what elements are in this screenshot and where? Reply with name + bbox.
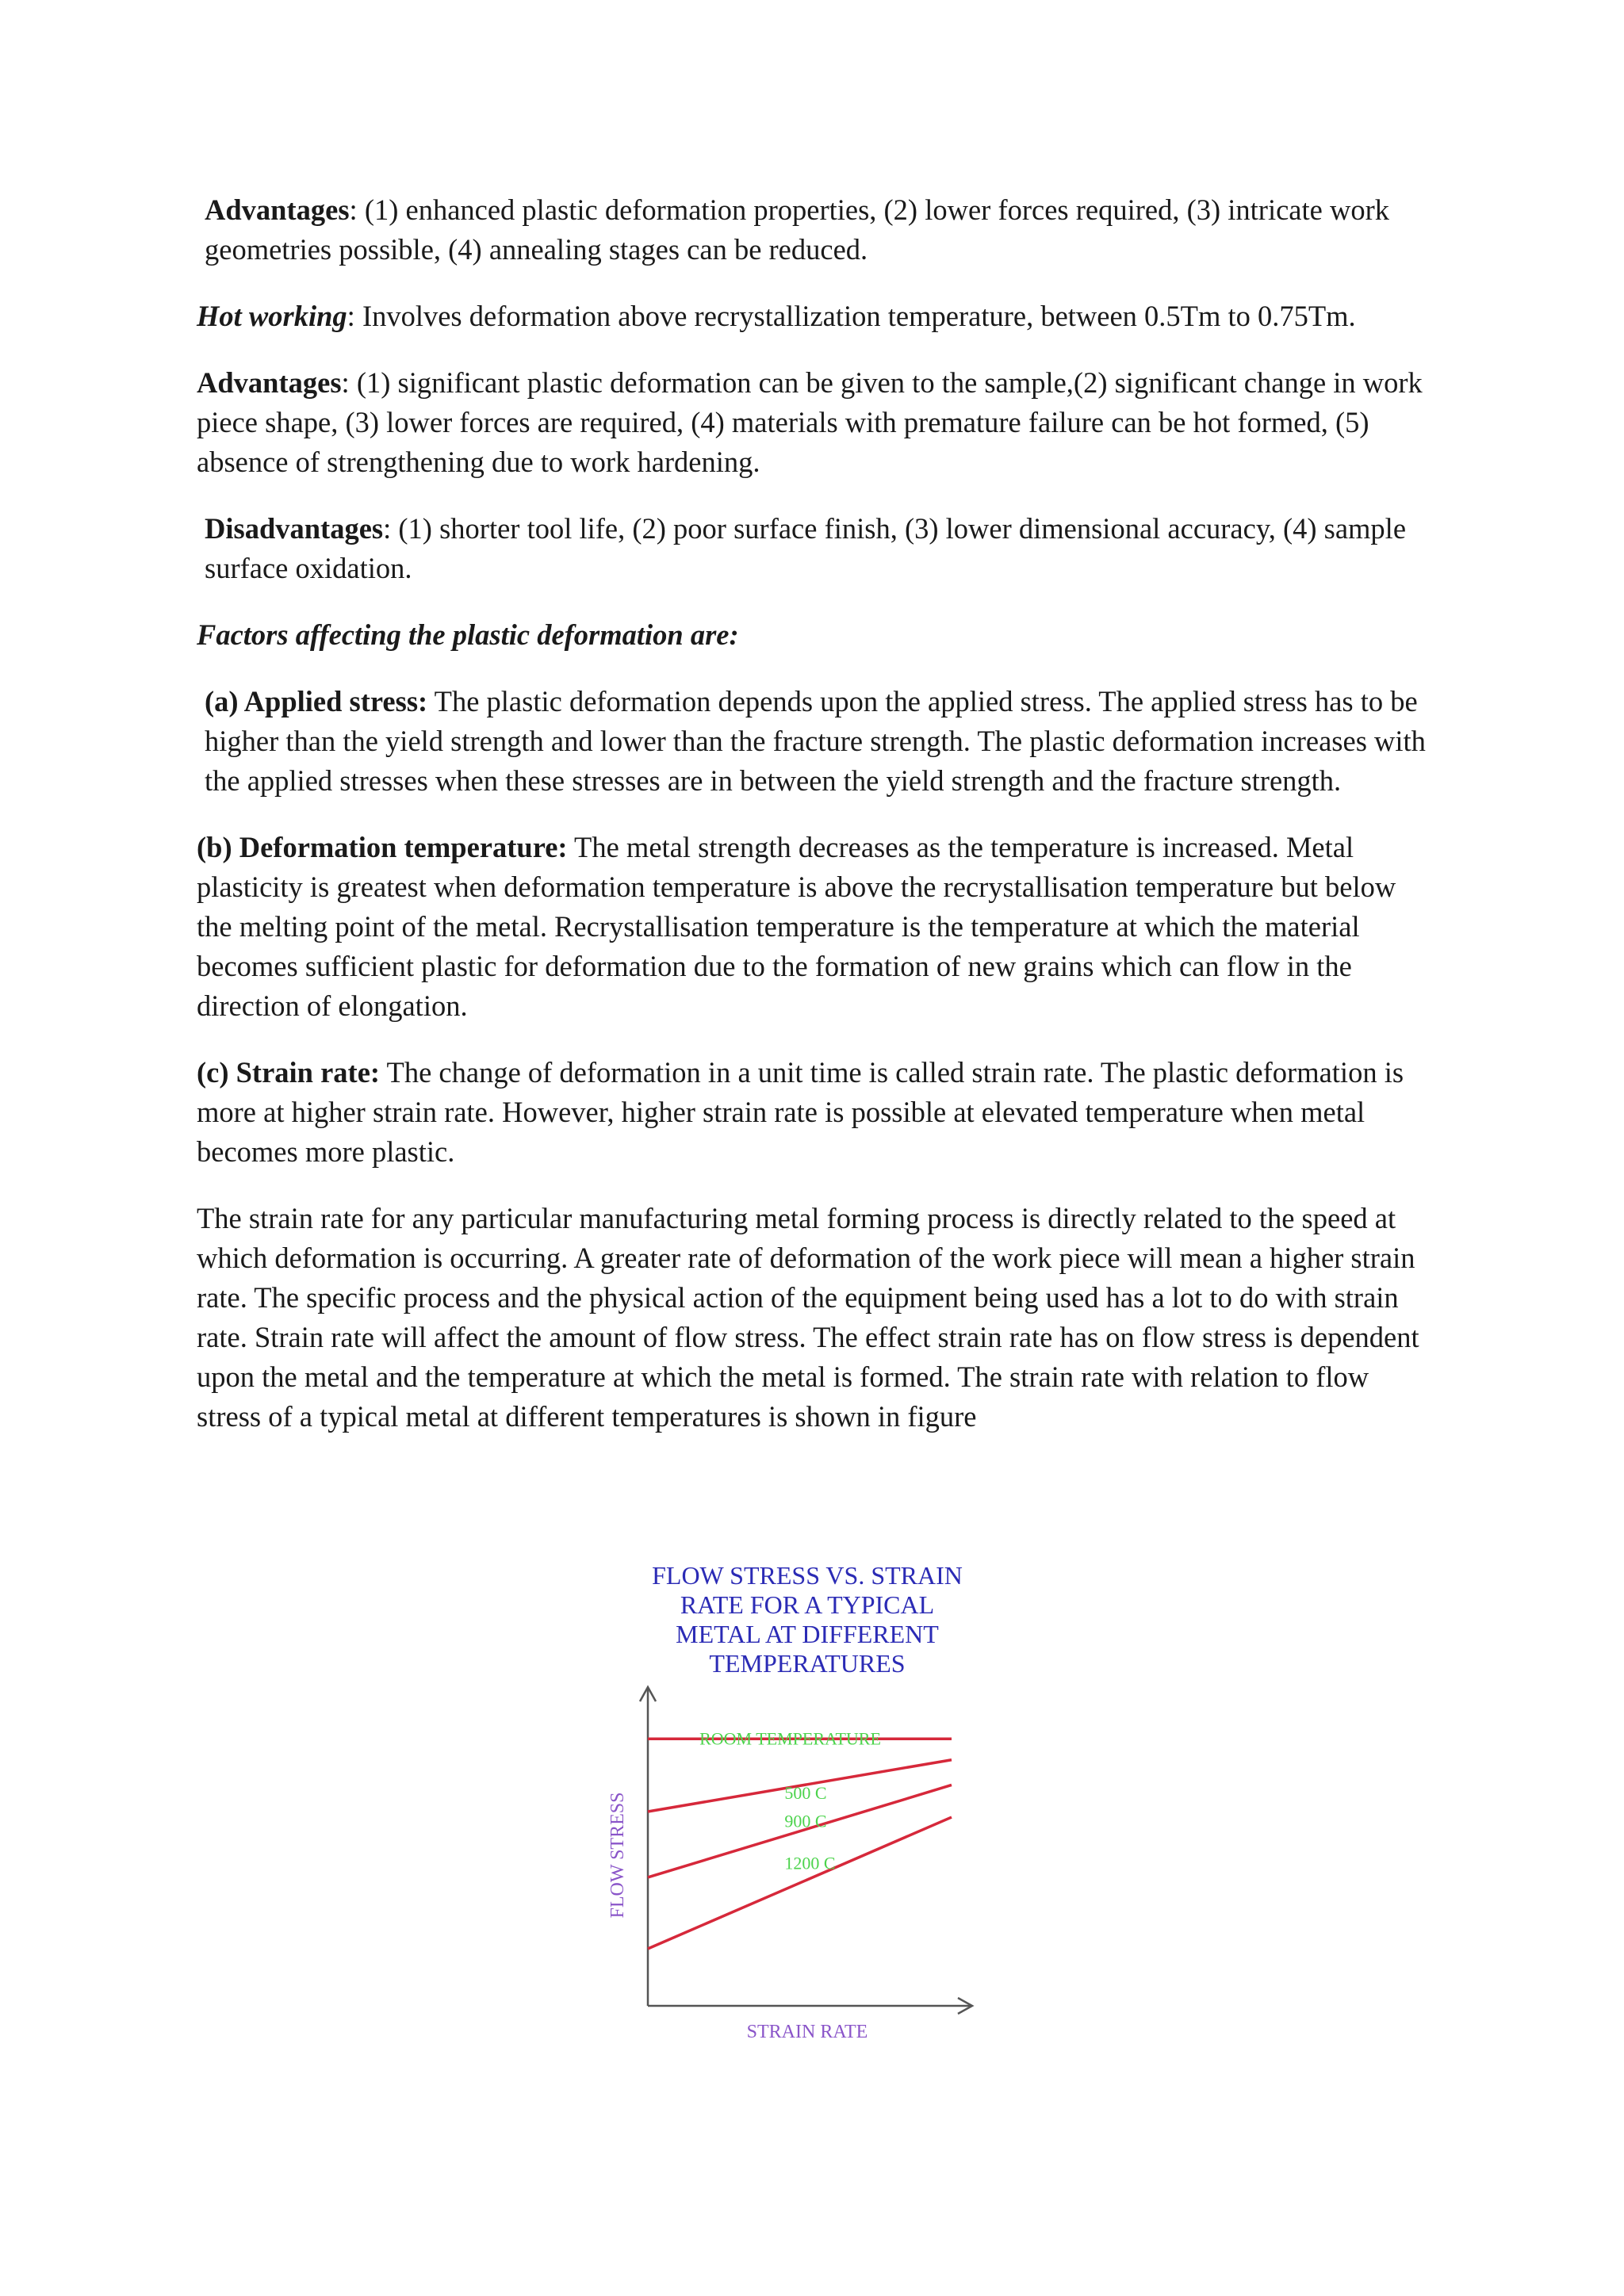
paragraph-4 <box>197 509 1434 588</box>
chart-title-line-4: TEMPERATURES <box>709 1649 906 1678</box>
x-axis-label: STRAIN RATE <box>746 2022 868 2042</box>
paragraph-lead: Disadvantages <box>205 512 384 545</box>
paragraph-text: The strain rate for any particular manufacturing metal forming process is directly related to the speed at which deformation is occurring. A greater rate of deformation of the work piece will mean a higher strain rate. The specific process and the physical action of the equipment being used has a lot to do with strain rate. Strain rate will affect the amount of flow stress. The effect strain rate has on flow stress is dependent upon the metal and the temperature at which the metal is formed. The strain rate with relation to flow stress of a typical metal at different temperatures is shown in figure <box>197 1202 1419 1433</box>
paragraph-3 <box>197 363 1434 482</box>
series-label-3: 900 C <box>784 1811 827 1831</box>
paragraph-6 <box>197 682 1434 801</box>
paragraph-lead: Hot working <box>197 300 347 332</box>
chart-svg <box>603 1546 999 2053</box>
flow-stress-chart <box>603 1546 999 2053</box>
paragraph-lead: (a) Applied stress: <box>205 685 428 718</box>
paragraph-1 <box>197 190 1434 270</box>
series-label-4: 1200 C <box>784 1853 836 1873</box>
paragraph-lead: Advantages <box>197 366 342 399</box>
series-label-2: 500 C <box>784 1783 827 1804</box>
paragraph-separator: : <box>347 300 355 332</box>
chart-title-line-3: METAL AT DIFFERENT <box>676 1620 939 1648</box>
series-label-1: ROOM TEMPERATURE <box>699 1728 881 1749</box>
document-page <box>197 190 1434 1464</box>
paragraph-lead: Factors affecting the plastic deformation are: <box>197 618 739 651</box>
paragraph-separator: : <box>383 512 392 545</box>
paragraph-lead: (b) Deformation temperature: <box>197 831 568 863</box>
paragraph-2 <box>197 297 1434 336</box>
paragraph-9 <box>197 1199 1434 1437</box>
series-line-4 <box>648 1817 952 1949</box>
paragraph-8 <box>197 1053 1434 1172</box>
paragraph-lead: Advantages <box>205 193 350 226</box>
paragraph-text: (1) significant plastic deformation can be given to the sample,(2) significant change in work piece shape, (3) lower forces are required, (4) materials with premature failure can be hot formed, (5) absence of strengthening due to work hardening. <box>197 366 1423 478</box>
paragraph-7 <box>197 828 1434 1026</box>
paragraph-text: The plastic deformation depends upon the applied stress. The applied stress has to be higher than the yield strength and lower than the fracture strength. The plastic deformation increases with the applied stresses when these stresses are in between the yield strength and the fracture strength. <box>205 685 1426 797</box>
paragraph-separator: : <box>349 193 358 226</box>
paragraph-text: (1) enhanced plastic deformation properties, (2) lower forces required, (3) intricate work geometries possible, (4) annealing stages can be reduced. <box>205 193 1389 266</box>
paragraph-text: The change of deformation in a unit time is called strain rate. The plastic deformation is more at higher strain rate. However, higher strain rate is possible at elevated temperature when metal becomes more plastic. <box>197 1056 1404 1168</box>
chart-title-line-1: FLOW STRESS VS. STRAIN <box>652 1561 963 1590</box>
paragraph-lead: (c) Strain rate: <box>197 1056 381 1089</box>
paragraph-text: The metal strength decreases as the temperature is increased. Metal plasticity is greatest when deformation temperature is above the recrystallisation temperature but below the melting point of the metal. Recrystallisation temperature is the temperature at which the material becomes sufficient plastic for deformation due to the formation of new grains which can flow in the direction of elongation. <box>197 831 1396 1022</box>
paragraph-5 <box>197 615 1434 655</box>
paragraph-text: (1) shorter tool life, (2) poor surface finish, (3) lower dimensional accuracy, (4) sample surface oxidation. <box>205 512 1407 584</box>
y-axis-label: FLOW STRESS <box>607 1792 628 1919</box>
paragraph-separator: : <box>341 366 350 399</box>
chart-title-line-2: RATE FOR A TYPICAL <box>680 1590 935 1619</box>
paragraph-text: Involves deformation above recrystallization temperature, between 0.5Tm to 0.75Tm. <box>354 300 1356 332</box>
